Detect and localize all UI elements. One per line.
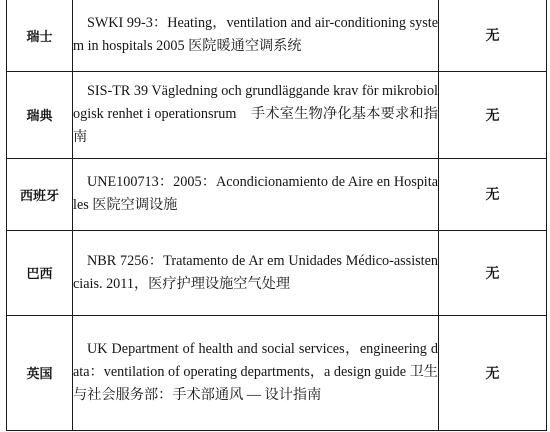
country-cell: 西班牙	[7, 158, 73, 230]
standard-cell: SIS-TR 39 Vägledning och grundläggande krav för mikrobiologisk renhet i operationsrum 手术室生物净化基本要求和指南	[73, 71, 439, 158]
table-row	[7, 158, 547, 230]
country-cell: 瑞典	[7, 71, 73, 158]
note-cell: 无	[439, 0, 547, 71]
table-row	[7, 230, 547, 315]
standard-cell: UNE100713：2005：Acondicionamiento de Aire en Hospitales 医院空调设施	[73, 158, 439, 230]
standard-cell: UK Department of health and social services，engineering data：ventilation of operating departments，a design guide 卫生与社会服务部：手术部通风 — 设计指南	[73, 315, 439, 430]
standard-cell: SWKI 99-3：Heating，ventilation and air-conditioning system in hospitals 2005 医院暖通空调系统	[73, 0, 439, 71]
note-cell: 无	[439, 315, 547, 430]
note-cell: 无	[439, 71, 547, 158]
country-cell: 瑞士	[7, 0, 73, 71]
note-cell: 无	[439, 158, 547, 230]
table-row	[7, 0, 547, 71]
table-row	[7, 315, 547, 430]
note-cell: 无	[439, 230, 547, 315]
country-cell: 巴西	[7, 230, 73, 315]
country-cell: 英国	[7, 315, 73, 430]
table-row	[7, 71, 547, 158]
standards-table	[6, 0, 547, 431]
standard-cell: NBR 7256：Tratamento de Ar em Unidades Médico-assistenciais. 2011，医疗护理设施空气处理	[73, 230, 439, 315]
